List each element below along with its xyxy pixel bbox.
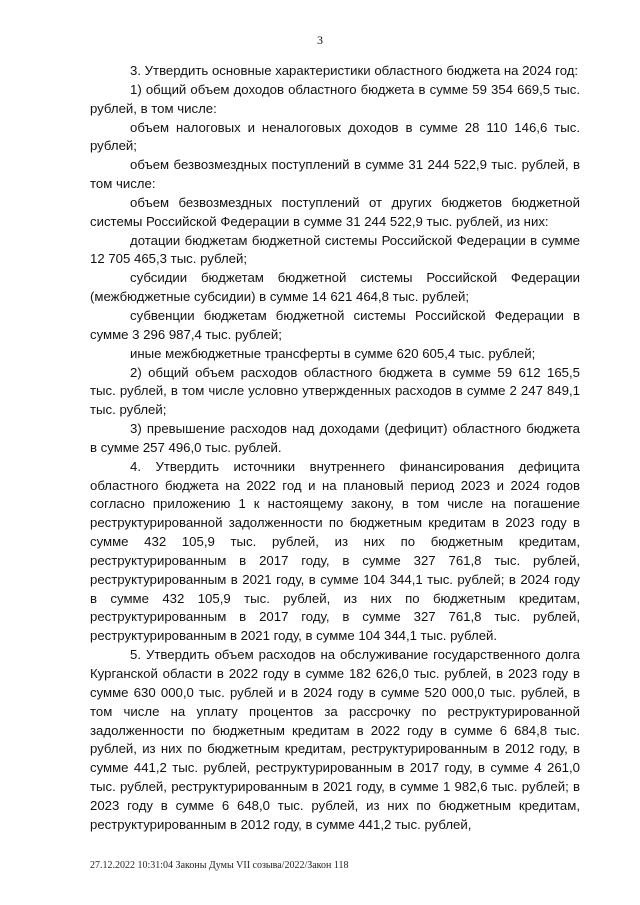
paragraph-3-receipts-other-budgets: объем безвозмездных поступлений от других бюджетов бюджетной системы Российской Федерации в сумме 31 244 522,9 тыс. рублей, из них:	[90, 194, 580, 229]
paragraph-3-gratuitous-receipts: объем безвозмездных поступлений в сумме 31 244 522,9 тыс. рублей, в том числе:	[90, 157, 580, 192]
paragraph-3-subventions: субвенции бюджетам бюджетной системы Российской Федерации в сумме 3 296 987,4 тыс. рублей;	[90, 307, 580, 342]
paragraph-3-item-3: 3) превышение расходов над доходами (дефицит) областного бюджета в сумме 257 496,0 тыс. рублей.	[90, 421, 580, 455]
document-footer: 27.12.2022 10:31:04 Законы Думы VII созыва/2022/Закон 118	[90, 860, 349, 871]
paragraph-3-item-1: 1) общий объем доходов областного бюджета в сумме 59 354 669,5 тыс. рублей, в том числе:	[90, 81, 580, 116]
page-number: 3	[317, 33, 323, 47]
paragraph-3-other-transfers: иные межбюджетные трансферты в сумме 620 605,4 тыс. рублей;	[130, 345, 536, 361]
paragraph-3-item-2: 2) общий объем расходов областного бюджета в сумме 59 612 165,5 тыс. рублей, в том числе условно утвержденных расходов в сумме 2 247 849,1 тыс. рублей;	[90, 364, 580, 418]
paragraph-4: 4. Утвердить источники внутреннего финансирования дефицита областного бюджета на 2022 год и на плановый период 2023 и 2024 годов согласно приложению 1 к настоящему закону, в том числе на погашение реструктурированной задолженности по бюджетным кредитам в 2023 году в сумме 432 105,9 тыс. рублей, из них по бюджетным кредитам, реструктурированным в 2017 году, в сумме 327 761,8 тыс. рублей, реструктурированным в 2021 году, в сумме 104 344,1 тыс. рублей; в 2024 году в сумме 432 105,9 тыс. рублей, из них по бюджетным кредитам, реструктурированным в 2017 году, в сумме 327 761,8 тыс. рублей, реструктурированным в 2021 году, в сумме 104 344,1 тыс. рублей.	[90, 458, 580, 644]
paragraph-3: 3. Утвердить основные характеристики областного бюджета на 2024 год:	[130, 63, 579, 78]
paragraph-3-subsidies: субсидии бюджетам бюджетной системы Российской Федерации (межбюджетные субсидии) в сумме 14 621 464,8 тыс. рублей;	[90, 270, 580, 305]
document-body	[90, 62, 580, 835]
paragraph-5: 5. Утвердить объем расходов на обслуживание государственного долга Курганской области в 2022 году в сумме 182 626,0 тыс. рублей, в 2023 году в сумме 630 000,0 тыс. рублей и в 2024 году в сумме 520 000,0 тыс. рублей, в том числе на уплату процентов за рассрочку по реструктурированной задолженности по бюджетным кредитам в 2022 году в сумме 6 684,8 тыс. рублей, из них по бюджетным кредитам, реструктурированным в 2012 году, в сумме 441,2 тыс. рублей, реструктурированным в 2017 году, в сумме 4 261,0 тыс. рублей, реструктурированным в 2021 году, в сумме 1 982,6 тыс. рублей; в 2023 году в сумме 6 648,0 тыс. рублей, из них по бюджетным кредитам, реструктурированным в 2012 году, в сумме 441,2 тыс. рублей,	[90, 647, 580, 832]
paragraph-3-grants: дотации бюджетам бюджетной системы Российской Федерации в сумме 12 705 465,3 тыс. рублей;	[90, 232, 580, 267]
paragraph-3-tax-revenue: объем налоговых и неналоговых доходов в сумме 28 110 146,6 тыс. рублей;	[90, 119, 580, 154]
